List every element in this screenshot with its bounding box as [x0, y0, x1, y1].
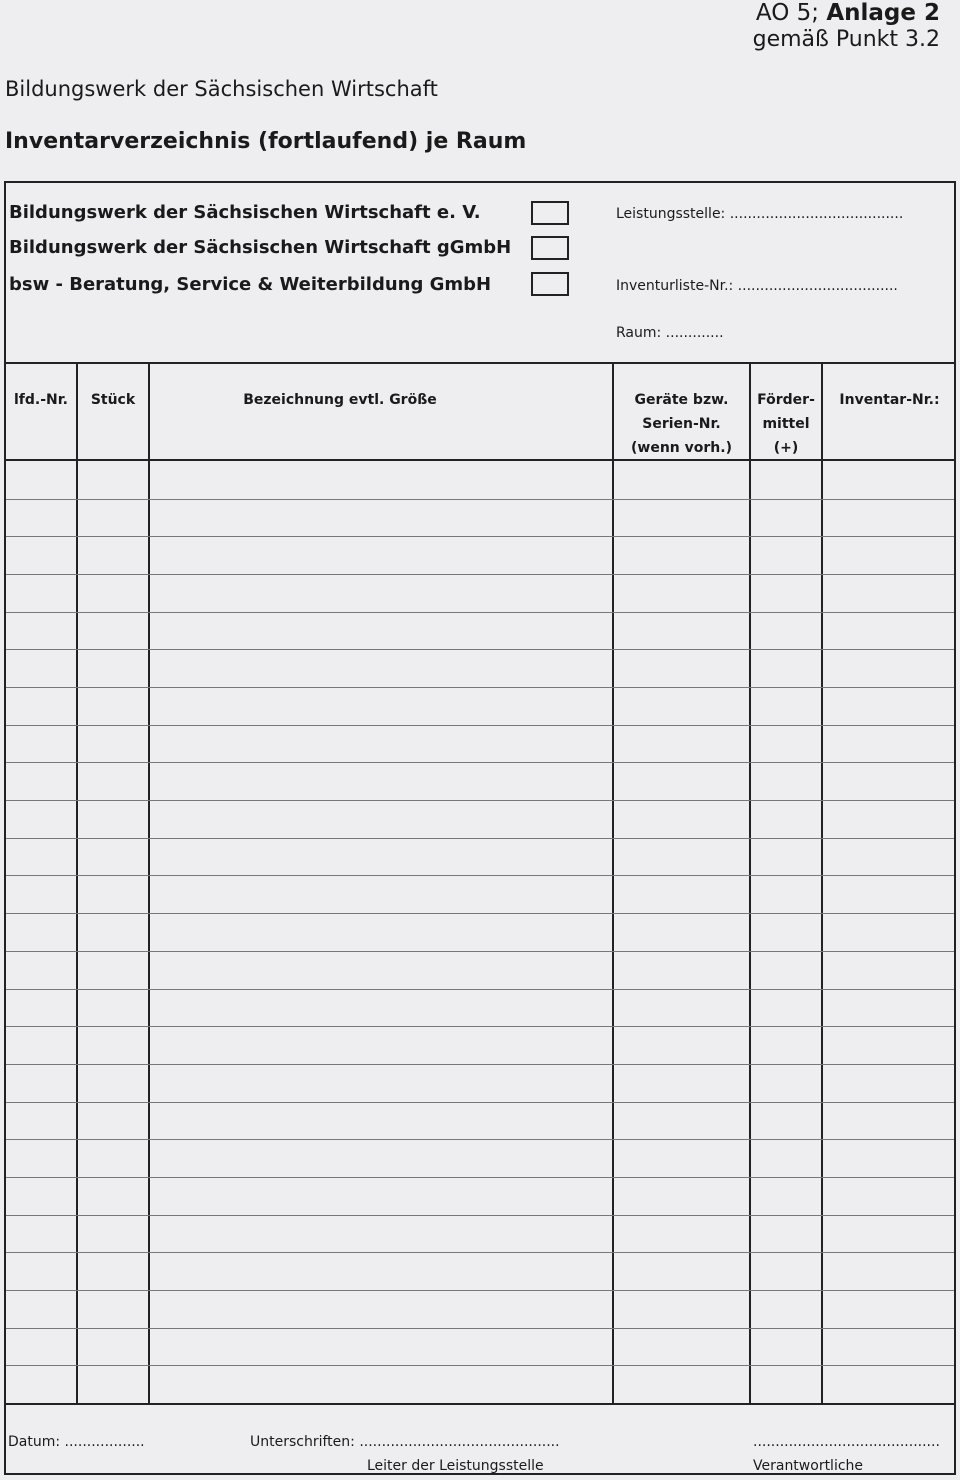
raum-field[interactable]: Raum: ............. — [616, 325, 724, 341]
column-header-bezeichnung: Bezeichnung evtl. Größe — [243, 392, 437, 408]
table-row-line — [6, 838, 954, 839]
table-row-line — [6, 499, 954, 500]
column-divider — [749, 363, 751, 1404]
column-header-stueck: Stück — [90, 392, 136, 408]
signature-caption-leiter: Leiter der Leistungsstelle — [367, 1458, 544, 1474]
table-row-line — [6, 1215, 954, 1216]
table-bottom-border — [4, 1403, 956, 1405]
column-header-geraete-line: Serien-Nr. — [642, 416, 721, 432]
table-row-line — [6, 875, 954, 876]
table-row-line — [6, 1328, 954, 1329]
organization-name: Bildungswerk der Sächsischen Wirtschaft — [5, 77, 438, 101]
company-ev-checkbox[interactable] — [531, 201, 569, 225]
column-header-lfd-nr: lfd.-Nr. — [14, 392, 68, 408]
table-row-line — [6, 913, 954, 914]
table-row-line — [6, 1252, 954, 1253]
table-row-line — [6, 1365, 954, 1366]
column-header-geraete-line: (wenn vorh.) — [631, 440, 732, 456]
table-row-line — [6, 612, 954, 613]
table-row-line — [6, 800, 954, 801]
column-header-foerdermittel — [751, 388, 821, 460]
table-row-line — [6, 687, 954, 688]
column-header-foerder-line: (+) — [773, 440, 799, 456]
table-row-line — [6, 1139, 954, 1140]
table-row-line — [6, 649, 954, 650]
table-row-line — [6, 1102, 954, 1103]
table-row-line — [6, 536, 954, 537]
leistungsstelle-field[interactable]: Leistungsstelle: ....................................... — [616, 206, 904, 222]
table-row-line — [6, 1177, 954, 1178]
datum-field[interactable]: Datum: .................. — [8, 1434, 145, 1450]
signature-line-verantwortliche[interactable]: .......................................... — [753, 1434, 940, 1450]
unterschriften-field[interactable]: Unterschriften: ............................................. — [250, 1434, 560, 1450]
company-ggmbh-checkbox[interactable] — [531, 236, 569, 260]
column-divider — [148, 363, 150, 1404]
table-row-line — [6, 951, 954, 952]
company-ggmbh: Bildungswerk der Sächsischen Wirtschaft gGmbH — [9, 237, 512, 258]
table-row-line — [6, 989, 954, 990]
company-ev: Bildungswerk der Sächsischen Wirtschaft e. V. — [9, 202, 481, 223]
form-frame — [4, 181, 956, 1475]
column-header-inventar-nr: Inventar-Nr.: — [839, 392, 940, 408]
column-header-foerder-line: Förder- — [757, 392, 815, 408]
document-title: Inventarverzeichnis (fortlaufend) je Raum — [5, 129, 527, 154]
table-row-line — [6, 574, 954, 575]
annex-prefix: AO 5; — [755, 0, 827, 26]
annex-clause: gemäß Punkt 3.2 — [752, 27, 940, 52]
table-row-line — [6, 762, 954, 763]
table-row-line — [6, 1290, 954, 1291]
inventurliste-field[interactable]: Inventurliste-Nr.: .................................... — [616, 278, 898, 294]
column-header-foerder-line: mittel — [762, 416, 810, 432]
table-row-line — [6, 725, 954, 726]
signature-caption-verantwortliche: Verantwortliche — [753, 1458, 864, 1474]
table-row-line — [6, 1064, 954, 1065]
column-divider — [821, 363, 823, 1404]
column-divider — [76, 363, 78, 1404]
column-divider — [612, 363, 614, 1404]
annex-label: Anlage 2 — [826, 0, 940, 26]
annex-reference — [756, 0, 940, 26]
company-bsw-checkbox[interactable] — [531, 272, 569, 296]
table-top-border — [4, 362, 956, 364]
company-bsw: bsw - Beratung, Service & Weiterbildung GmbH — [9, 274, 492, 295]
table-row-line — [6, 1026, 954, 1027]
column-header-geraete — [614, 388, 749, 460]
column-header-geraete-line: Geräte bzw. — [634, 392, 729, 408]
